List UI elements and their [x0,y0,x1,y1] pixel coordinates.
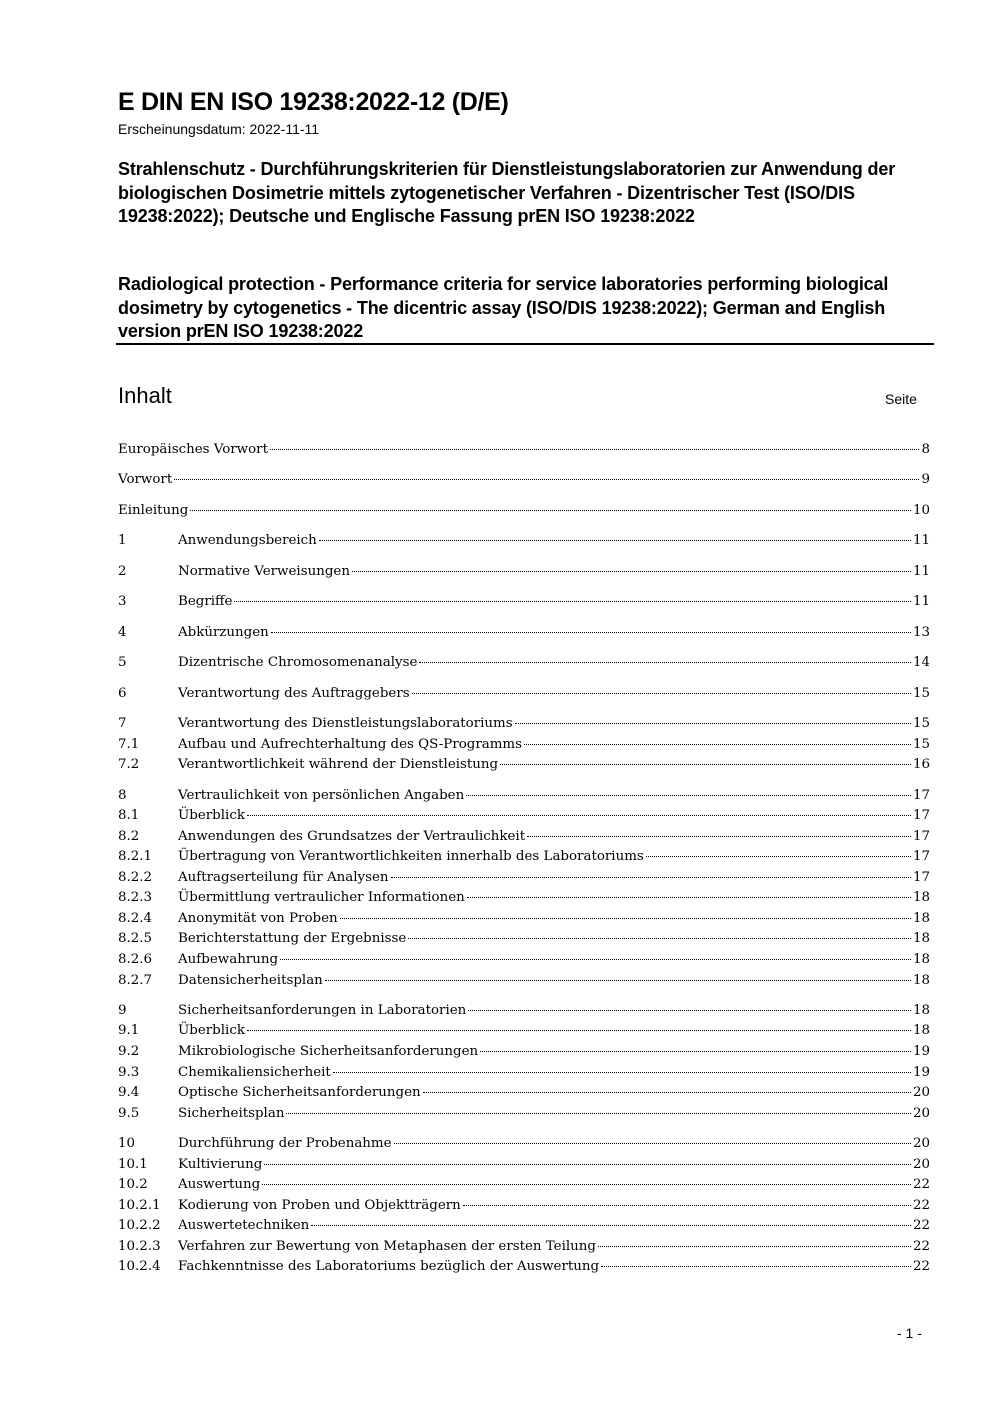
toc-dot-leader [262,1184,911,1185]
toc-entry-title: Aufbewahrung [178,952,279,967]
toc-entry-page: 18 [912,890,930,905]
toc-dot-leader [190,510,911,511]
toc-entry-number: 3 [118,594,127,609]
toc-entry[interactable] [118,971,930,991]
toc-dot-leader [352,571,911,572]
toc-entry-page: 22 [912,1239,930,1254]
toc-entry[interactable] [118,1042,930,1062]
toc-entry[interactable] [118,592,930,612]
toc-entry-number: 10 [118,1136,136,1151]
toc-dot-leader [423,1092,911,1093]
toc-entry-number: 9.4 [118,1085,140,1100]
toc-entry-number: 8.2.2 [118,870,153,885]
toc-dot-leader [271,632,911,633]
toc-entry-number: 8.2 [118,829,140,844]
toc-entry-title: Chemikaliensicherheit [178,1065,331,1080]
toc-entry-number: 8.2.7 [118,973,153,988]
toc-entry-title: Auswertetechniken [178,1218,310,1233]
toc-entry-number: 8.2.1 [118,849,153,864]
toc-dot-leader [286,1113,911,1114]
toc-entry-page: 18 [912,1003,930,1018]
toc-entry-title: Anonymität von Proben [178,911,338,926]
toc-entry[interactable] [118,847,930,867]
toc-dot-leader [394,1143,911,1144]
release-date: Erscheinungsdatum: 2022-11-11 [118,121,320,137]
toc-entry-title: Datensicherheitsplan [178,973,323,988]
toc-entry[interactable] [118,1237,930,1257]
toc-dot-leader [247,815,911,816]
toc-entry-number: 8 [118,788,127,803]
toc-entry-title: Verantwortung des Auftraggebers [178,686,410,701]
toc-entry-title: Optische Sicherheitsanforderungen [178,1085,421,1100]
toc-dot-leader [247,1030,911,1031]
toc-entry-title: Normative Verweisungen [178,564,350,579]
toc-entry-title: Kultivierung [178,1157,263,1172]
document-id: E DIN EN ISO 19238:2022-12 (D/E) [118,88,509,116]
toc-entry[interactable] [118,1216,930,1236]
toc-dot-leader [466,795,911,796]
toc-dot-leader [311,1225,911,1226]
toc-dot-leader [325,980,911,981]
toc-dot-leader [419,662,911,663]
toc-entry-page: 15 [912,737,930,752]
toc-entry-title: Europäisches Vorwort [118,442,268,457]
toc-entry-number: 7.1 [118,737,140,752]
toc-dot-leader [234,601,910,602]
toc-entry-number: 10.2.2 [118,1218,161,1233]
toc-dot-leader [319,540,911,541]
toc-entry-title: Begriffe [178,594,233,609]
toc-entry[interactable] [118,531,930,551]
toc-entry[interactable] [118,501,930,521]
toc-entry-number: 5 [118,655,127,670]
toc-dot-leader [480,1051,911,1052]
toc-dot-leader [601,1266,911,1267]
toc-entry-page: 13 [912,625,930,640]
toc-dot-leader [463,1205,911,1206]
toc-entry-page: 15 [912,716,930,731]
toc-entry[interactable] [118,735,930,755]
toc-entry-page: 14 [912,655,930,670]
toc-entry-number: 1 [118,533,127,548]
toc-entry-number: 7.2 [118,757,140,772]
toc-dot-leader [412,693,911,694]
toc-entry-title: Übermittlung vertraulicher Informationen [178,890,465,905]
toc-dot-leader [391,877,911,878]
toc-dot-leader [333,1072,911,1073]
toc-dot-leader [500,764,911,765]
toc-entry-number: 10.1 [118,1157,148,1172]
toc-entry-number: 6 [118,686,127,701]
toc-entry[interactable] [118,786,930,806]
toc-dot-leader [270,449,920,450]
toc-entry-title: Auswertung [178,1177,261,1192]
toc-entry-page: 22 [912,1198,930,1213]
toc-dot-leader [598,1246,911,1247]
toc-entry-title: Vertraulichkeit von persönlichen Angaben [178,788,465,803]
toc-entry-page: 17 [912,870,930,885]
toc-entry[interactable] [118,1063,930,1083]
toc-dot-leader [280,959,911,960]
toc-entry-page: 17 [912,788,930,803]
title-german: Strahlenschutz - Durchführungskriterien für Dienstleistungslaboratorien zur Anwendung der biologischen Dosimetrie mittels zytogenetischer Verfahren - Dizentrischer Test (ISO/DIS 19238:2022); Deutsche und Englische Fassung prEN ISO 19238:2022 [118,159,896,226]
toc-entry-page: 10 [912,503,930,518]
toc-entry-number: 4 [118,625,127,640]
toc-entry-page: 22 [912,1218,930,1233]
toc-dot-leader [515,723,911,724]
toc-entry-page: 18 [912,973,930,988]
toc-entry[interactable] [118,470,930,490]
toc-dot-leader [527,836,911,837]
toc-entry-page: 20 [912,1106,930,1121]
toc-entry-page: 18 [912,1023,930,1038]
toc-entry-number: 8.2.3 [118,890,153,905]
toc-dot-leader [408,938,911,939]
toc-entry-title: Mikrobiologische Sicherheitsanforderungen [178,1044,479,1059]
footer-page-number: - 1 - [897,1325,922,1341]
toc-entry[interactable] [118,562,930,582]
toc-entry-page: 22 [912,1177,930,1192]
toc-entry-page: 15 [912,686,930,701]
toc-dot-leader [264,1164,911,1165]
toc-entry-page: 17 [912,849,930,864]
toc-entry[interactable] [118,827,930,847]
toc-entry-title: Sicherheitsplan [178,1106,285,1121]
toc-heading: Inhalt [118,383,172,408]
toc-entry[interactable] [118,1083,930,1103]
title-english: Radiological protection - Performance criteria for service laboratories performing biological dosimetry by cytogenetics - The dicentric assay (ISO/DIS 19238:2022); German and English version prEN ISO 19238:2022 [118,274,889,341]
toc-entry[interactable] [118,950,930,970]
toc-entry-title: Sicherheitsanforderungen in Laboratorien [178,1003,467,1018]
toc-entry[interactable] [118,888,930,908]
toc-entry-title: Kodierung von Proben und Objektträgern [178,1198,461,1213]
toc-entry[interactable] [118,440,930,460]
toc-dot-leader [467,897,911,898]
toc-entry-title: Anwendungen des Grundsatzes der Vertraulichkeit [178,829,526,844]
toc-entry[interactable] [118,684,930,704]
toc-dot-leader [174,479,919,480]
toc-entry-page: 20 [912,1085,930,1100]
toc-entry-page: 18 [912,911,930,926]
toc-entry-page: 20 [912,1136,930,1151]
toc-entry-number: 10.2.1 [118,1198,161,1213]
toc-entry[interactable] [118,755,930,775]
toc-entry[interactable] [118,623,930,643]
toc-entry[interactable] [118,1104,930,1124]
title-divider [116,343,934,345]
toc-entry-title: Abkürzungen [178,625,269,640]
toc-page-label: Seite [885,391,917,407]
toc-entry-page: 11 [912,564,930,579]
toc-entry[interactable] [118,909,930,929]
toc-entry-title: Durchführung der Probenahme [178,1136,392,1151]
toc-dot-leader [340,918,911,919]
toc-entry-page: 17 [912,829,930,844]
toc-entry[interactable] [118,1021,930,1041]
toc-dot-leader [524,744,911,745]
toc-entry-number: 8.1 [118,808,140,823]
toc-entry-number: 9.3 [118,1065,140,1080]
toc-entry[interactable] [118,653,930,673]
toc-entry-page: 9 [921,472,930,487]
toc-entry-page: 18 [912,931,930,946]
toc-entry[interactable] [118,1196,930,1216]
toc-entry-title: Verfahren zur Bewertung von Metaphasen der ersten Teilung [178,1239,596,1254]
toc-entry-page: 11 [912,594,930,609]
toc-entry-page: 17 [912,808,930,823]
toc-entry[interactable] [118,868,930,888]
toc-dot-leader [646,856,911,857]
toc-entry-title: Verantwortlichkeit während der Dienstleistung [178,757,499,772]
toc-entry[interactable] [118,929,930,949]
toc-entry-number: 8.2.4 [118,911,153,926]
toc-entry-title: Aufbau und Aufrechterhaltung des QS-Programms [178,737,523,752]
toc-entry[interactable] [118,1001,930,1021]
toc-entry[interactable] [118,806,930,826]
toc-entry-page: 22 [912,1259,930,1274]
toc-entry-title: Einleitung [118,503,189,518]
toc-entry-number: 2 [118,564,127,579]
toc-entry-title: Dizentrische Chromosomenanalyse [178,655,418,670]
toc-entry-number: 9.5 [118,1106,140,1121]
toc-entry-title: Übertragung von Verantwortlichkeiten innerhalb des Laboratoriums [178,849,644,864]
toc-entry-title: Fachkenntnisse des Laboratoriums bezüglich der Auswertung [178,1259,600,1274]
toc-entry[interactable] [118,1134,930,1154]
toc-entry[interactable] [118,714,930,734]
toc-entry-title: Anwendungsbereich [178,533,317,548]
toc-entry-number: 10.2.4 [118,1259,161,1274]
toc-entry-page: 16 [912,757,930,772]
toc-entry-page: 18 [912,952,930,967]
toc-entry-number: 10.2 [118,1177,148,1192]
toc-entry-title: Verantwortung des Dienstleistungslaboratoriums [178,716,513,731]
toc-entry[interactable] [118,1175,930,1195]
toc-entry-number: 7 [118,716,127,731]
toc-entry-number: 8.2.6 [118,952,153,967]
toc-entry[interactable] [118,1257,930,1277]
toc-entry-number: 9.1 [118,1023,140,1038]
toc-entry[interactable] [118,1155,930,1175]
toc-entry-page: 11 [912,533,930,548]
toc-entry-title: Vorwort [118,472,173,487]
toc-entry-title: Berichterstattung der Ergebnisse [178,931,407,946]
toc-dot-leader [468,1010,911,1011]
toc-entry-number: 9 [118,1003,127,1018]
toc-entry-title: Auftragserteilung für Analysen [178,870,389,885]
toc-entry-title: Überblick [178,808,245,823]
toc-entry-page: 20 [912,1157,930,1172]
toc-entry-page: 8 [921,442,930,457]
toc-entry-number: 8.2.5 [118,931,153,946]
toc-entry-number: 10.2.3 [118,1239,161,1254]
toc-entry-page: 19 [912,1065,930,1080]
toc-entry-title: Überblick [178,1023,245,1038]
toc-entry-page: 19 [912,1044,930,1059]
toc-entry-number: 9.2 [118,1044,140,1059]
